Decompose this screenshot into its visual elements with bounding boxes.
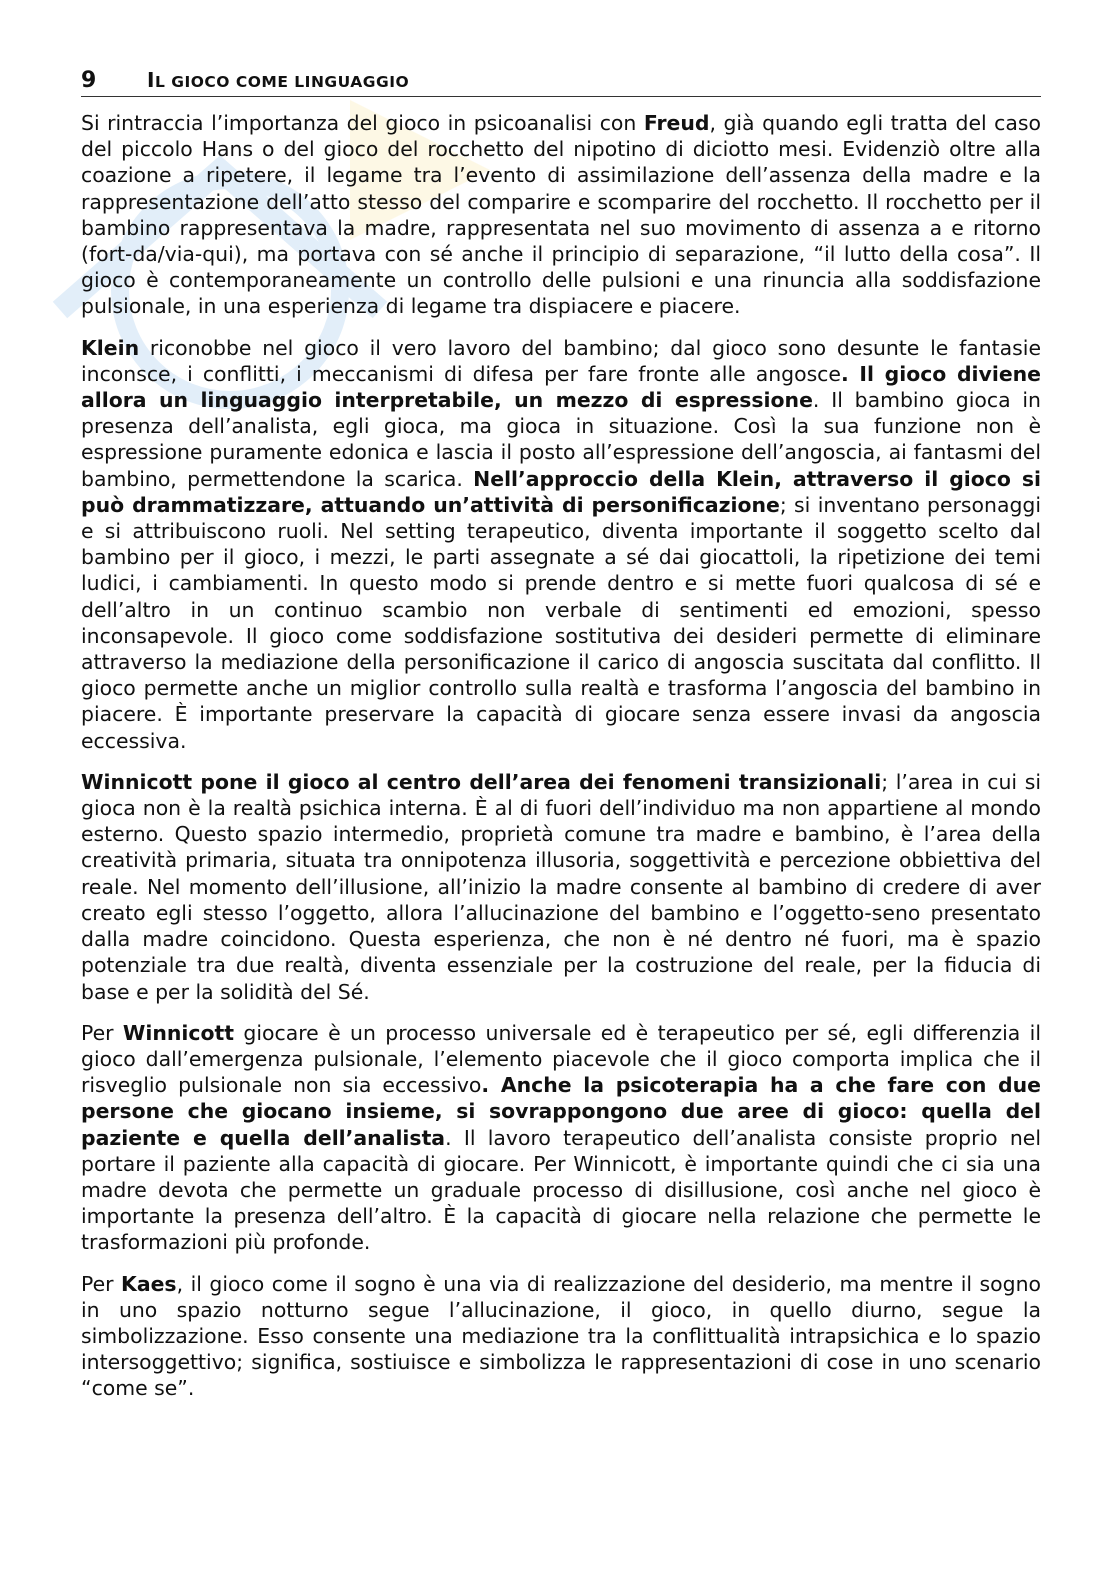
running-title-rest: L GIOCO COME LINGUAGGIO	[154, 73, 410, 91]
segment: , il gioco come il sogno è una via di realizzazione del desiderio, ma mentre il sogno in uno spazio notturno segue l’allucinazione, il gioco, in quello diurno, segue la simbolizzazione. Esso consente una mediazione tra la conflittualità intrapsichica e lo spazio intersoggettivo; significa, sostiuisce e simbolizza le rappresentazioni di cose in uno scenario “come se”.	[81, 1271, 1041, 1401]
segment-bold: Nell’approccio della Klein, attraverso il gioco si può drammatizzare, attuando un’attività di personificazione	[81, 466, 1041, 517]
segment: ; l’area in cui si gioca non è la realtà psichica interna. È al di fuori dell’individuo ma non appartiene al mondo esterno. Questo spazio intermedio, proprietà comune tra madre e bambino, è l’area della creatività primaria, situata tra onnipotenza illusoria, soggettività e percezione obbiettiva del reale. Nel momento dell’illusione, all’inizio la madre consente al bambino di credere di aver creato egli stesso l’oggetto, allora l’allucinazione del bambino e l’oggetto-seno presentato dalla madre coincidono. Questa esperienza, che non è né dentro né fuori, ma è spazio potenziale tra due realtà, diventa essenziale per la costruzione del reale, per la fiducia di base e per la solidità del Sé.	[81, 769, 1042, 1004]
segment: Per	[81, 1020, 123, 1045]
paragraph-winnicott-2	[81, 1020, 1041, 1256]
page-number: 9	[81, 68, 97, 93]
segment-bold: Winnicott pone il gioco al centro dell’area dei fenomeni transizionali	[81, 769, 882, 794]
page-header	[81, 68, 1041, 97]
paragraph-freud	[81, 110, 1041, 320]
segment: ; si inventano personaggi e si attribuiscono ruoli. Nel setting terapeutico, diventa importante il soggetto scelto dal bambino per il gioco, i mezzi, le parti assegnate a sé dai giocattoli, la ripetizione dei temi ludici, i cambiamenti. In questo modo si prende dentro e si mette fuori qualcosa di sé e dell’altro in un continuo scambio non verbale di sentimenti ed emozioni, spesso inconsapevole. Il gioco come soddisfazione sostitutiva dei desideri permette di eliminare attraverso la mediazione della personificazione il carico di angoscia suscitata dal conflitto. Il gioco permette anche un miglior controllo sulla realtà e trasforma l’angoscia del bambino in piacere. È importante preservare la capacità di giocare senza essere invasi da angoscia eccessiva.	[81, 492, 1042, 753]
segment: . Il bambino gioca in presenza dell’analista, egli gioca, ma gioca in situazione. Così la sua funzione non è espressione puramente edonica e lascia il posto all’espressione dell’angoscia, ai fantasmi del bambino, permettendone la scarica.	[81, 388, 1041, 491]
paragraph-kaes	[81, 1271, 1041, 1402]
segment-bold: Kaes	[121, 1271, 177, 1296]
segment: giocare è un processo universale ed è terapeutico per sé, egli differenzia il gioco dall’emergenza pulsionale, l’elemento piacevole che il gioco comporta implica che il risveglio pulsionale non sia eccessivo	[81, 1020, 1041, 1098]
paragraph-winnicott-1	[81, 769, 1041, 1005]
segment: . Il lavoro terapeutico dell’analista consiste proprio nel portare il paziente alla capacità di giocare. Per Winnicott, è importante quindi che ci sia una madre devota che permette un graduale processo di disillusione, così anche nel gioco è importante la presenza dell’altro. È la capacità di giocare nella relazione che permette le trasformazioni più profonde.	[81, 1125, 1041, 1255]
segment: , già quando egli tratta del caso del piccolo Hans o del gioco del rocchetto del nipotino di diciotto mesi. Evidenziò oltre alla coazione a ripetere, il legame tra l’evento di assimilazione dell’assenza della madre e la rappresentazione dell’atto stesso del comparire e scomparire del rocchetto. Il rocchetto per il bambino rappresentava la madre, rappresentata nel suo movimento di assenza a e ritorno (fort-da/via-qui), ma portava con sé anche il principio di separazione, “il lutto della cosa”. Il gioco è contemporaneamente un controllo delle pulsioni e una rinuncia alla soddisfazione pulsionale, in una esperienza di legame tra dispiacere e piacere.	[81, 111, 1041, 319]
running-title-initial: I	[147, 68, 155, 92]
segment: Si rintraccia l’importanza del gioco in psicoanalisi con	[81, 111, 644, 135]
segment-bold: . Anche la psicoterapia ha a che fare con due persone che giocano insieme, si sovrappongono due aree di gioco: quella del paziente e quella dell’analista	[81, 1073, 1041, 1150]
segment-bold: Freud	[643, 111, 710, 135]
segment-bold: Winnicott	[122, 1020, 234, 1045]
segment-bold: Klein	[81, 335, 140, 360]
segment-bold: . Il gioco diviene allora un linguaggio interpretabile, un mezzo di espressione	[81, 361, 1041, 413]
running-title	[147, 68, 409, 92]
segment: Per	[81, 1271, 122, 1296]
segment: riconobbe nel gioco il vero lavoro del bambino; dal gioco sono desunte le fantasie inconsce, i conflitti, i meccanismi di difesa per fare fronte alle angosce	[81, 335, 1041, 386]
paragraph-klein	[81, 335, 1041, 754]
body-text	[81, 110, 1041, 1417]
